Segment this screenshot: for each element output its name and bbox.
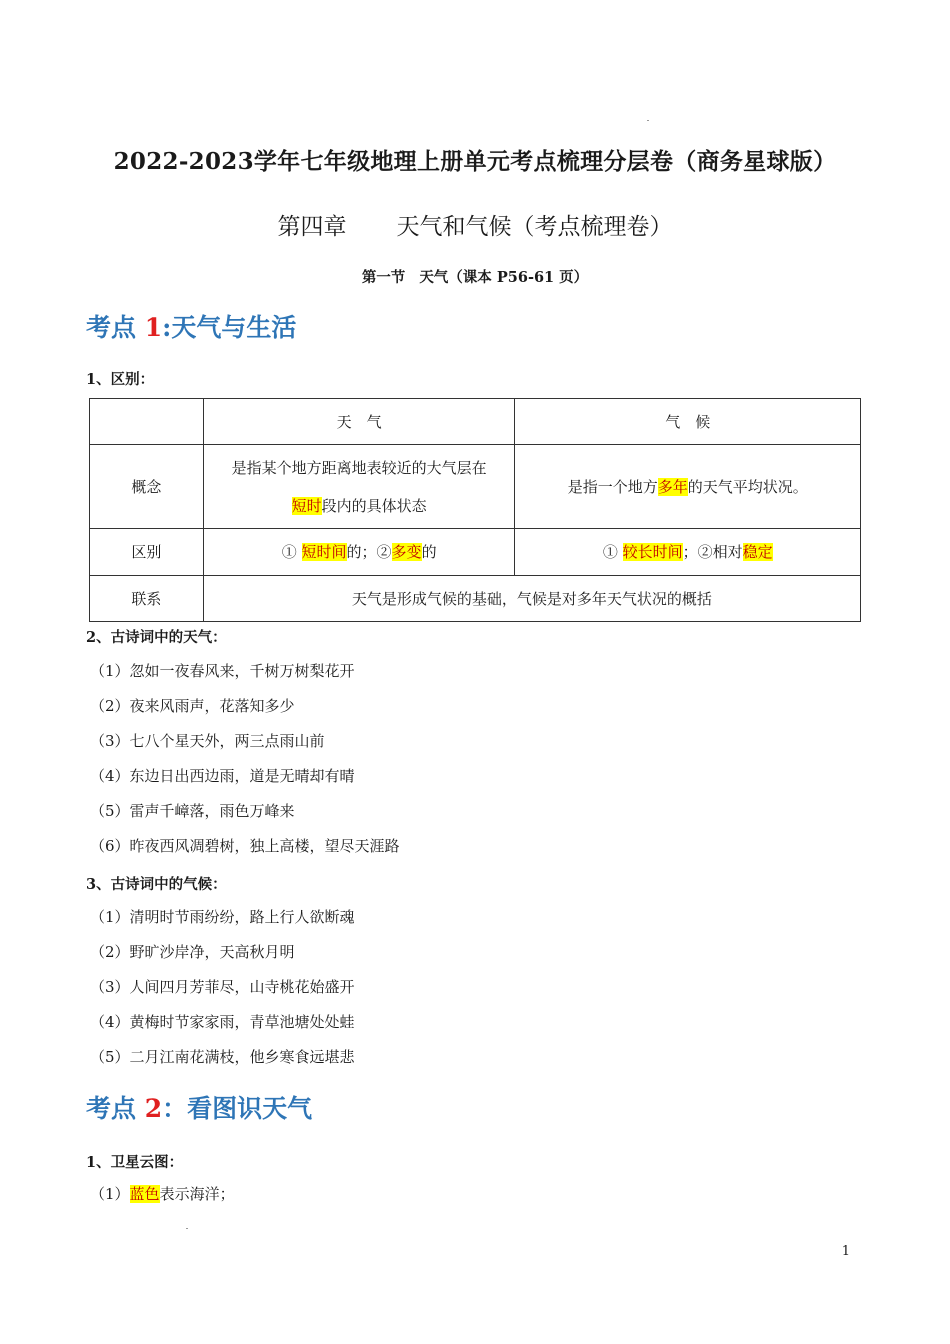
link-cell: 天气是形成气候的基础，气候是对多年天气状况的概括 bbox=[203, 576, 860, 622]
subheading-weather-poems: 2、古诗词中的天气： bbox=[86, 629, 227, 646]
subheading-difference: 1、区别： bbox=[86, 371, 155, 388]
kaodian-2-heading: 考点 2：看图识天气 bbox=[86, 1094, 313, 1123]
list-item: （2）野旷沙岸净，天高秋月明 bbox=[90, 943, 295, 961]
scan-dot bbox=[647, 120, 649, 121]
highlight-long-duration: 较长时间 bbox=[622, 543, 683, 561]
kaodian-2-number: 2 bbox=[144, 1094, 163, 1123]
table-header-row bbox=[90, 399, 861, 445]
list-item: （2）夜来风雨声，花落知多少 bbox=[90, 697, 295, 715]
kaodian-1-number: 1 bbox=[144, 313, 163, 342]
list-item: （6）昨夜西风凋碧树，独上高楼，望尽天涯路 bbox=[90, 837, 400, 855]
section-name: 天气（课本 P56-61 页） bbox=[419, 269, 589, 286]
list-item: （3）人间四月芳菲尽，山寺桃花始盛开 bbox=[90, 978, 355, 996]
scan-dot bbox=[186, 1228, 188, 1229]
table-row-concept bbox=[90, 445, 861, 529]
list-item: （1）清明时节雨纷纷，路上行人欲断魂 bbox=[90, 908, 355, 926]
header-climate: 气 候 bbox=[515, 399, 861, 445]
highlight-short-time: 短时 bbox=[291, 496, 322, 515]
highlight-short-duration: 短时间 bbox=[301, 543, 347, 561]
chapter-title bbox=[0, 208, 950, 241]
list-item: （5）二月江南花满枝，他乡寒食远堪悲 bbox=[90, 1048, 355, 1066]
row-label-link: 联系 bbox=[90, 576, 204, 622]
subheading-climate-poems: 3、古诗词中的气候： bbox=[86, 876, 227, 893]
list-item: （1）忽如一夜春风来，千树万树梨花开 bbox=[90, 662, 355, 680]
highlight-stable: 稳定 bbox=[742, 543, 773, 561]
document-title: 2022-2023学年七年级地理上册单元考点梳理分层卷（商务星球版） bbox=[113, 148, 837, 175]
page-number: 1 bbox=[841, 1244, 850, 1259]
row-label-difference: 区别 bbox=[90, 529, 204, 576]
list-item: （4）东边日出西边雨，道是无晴却有晴 bbox=[90, 767, 355, 785]
chapter-name: 天气和气候（考点梳理卷） bbox=[396, 214, 673, 240]
subheading-satellite: 1、卫星云图： bbox=[86, 1154, 184, 1171]
kaodian-1-heading: 考点 1:天气与生活 bbox=[86, 313, 297, 342]
list-item: （1）蓝色表示海洋； bbox=[90, 1185, 235, 1203]
difference-climate-cell: ① 较长时间；②相对稳定 bbox=[515, 529, 861, 576]
highlight-many-years: 多年 bbox=[657, 477, 688, 496]
difference-weather-cell: ① 短时间的；②多变的 bbox=[203, 529, 515, 576]
highlight-blue: 蓝色 bbox=[129, 1185, 160, 1203]
row-label-concept: 概念 bbox=[90, 445, 204, 529]
chapter-label: 第四章 bbox=[277, 214, 347, 240]
table-row-difference bbox=[90, 529, 861, 576]
table-row-link bbox=[90, 576, 861, 622]
table-corner-cell bbox=[90, 399, 204, 445]
weather-climate-table bbox=[89, 398, 861, 622]
list-item: （4）黄梅时节家家雨，青草池塘处处蛙 bbox=[90, 1013, 355, 1031]
header-weather: 天 气 bbox=[203, 399, 515, 445]
highlight-changeable: 多变 bbox=[391, 543, 422, 561]
list-item: （5）雷声千嶂落，雨色万峰来 bbox=[90, 802, 295, 820]
section-title bbox=[0, 266, 950, 287]
concept-climate-cell: 是指一个地方多年的天气平均状况。 bbox=[515, 445, 861, 529]
concept-weather-cell: 是指某个地方距离地表较近的大气层在 短时段内的具体状态 bbox=[203, 445, 515, 529]
list-item: （3）七八个星天外，两三点雨山前 bbox=[90, 732, 325, 750]
section-label: 第一节 bbox=[361, 269, 406, 286]
